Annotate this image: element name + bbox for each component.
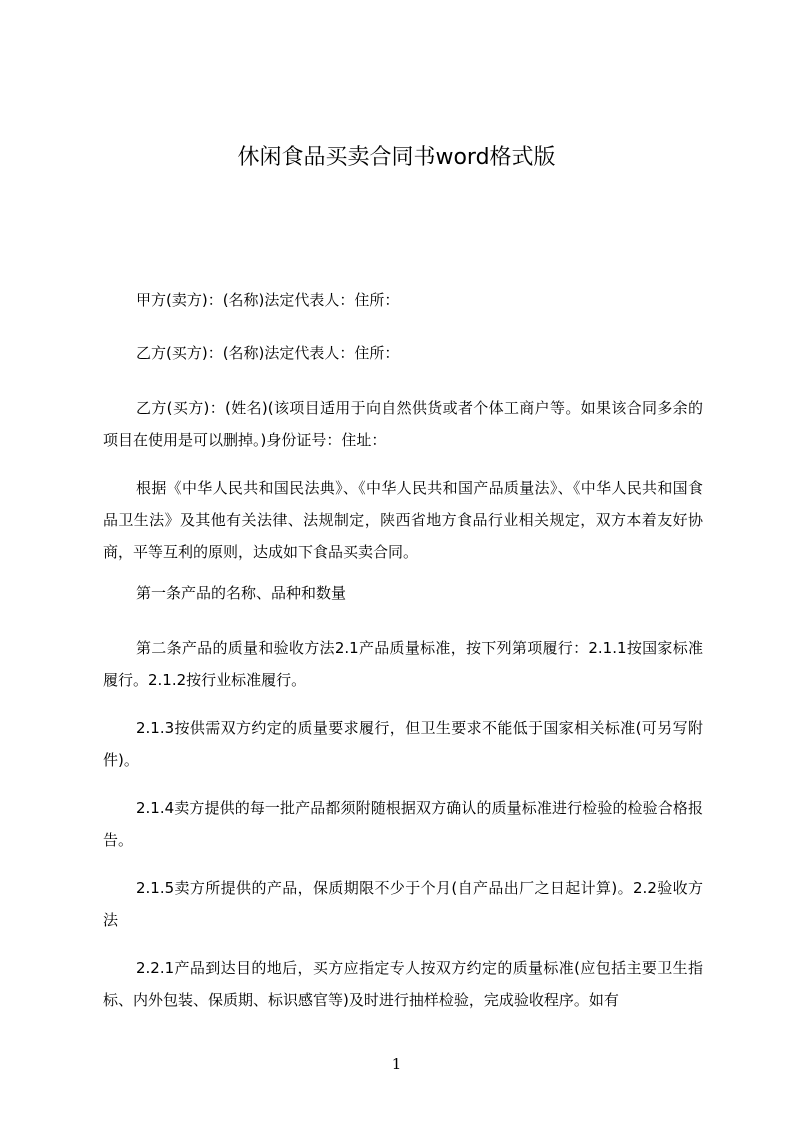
paragraph-party-a: 甲方(卖方)：(名称)法定代表人：住所：	[136, 291, 400, 309]
paragraph-clause-2-1-5: 2.1.5卖方所提供的产品，保质期限不少于个月(自产品出厂之日起计算)。2.2验收方法	[103, 879, 703, 929]
paragraph-clause-2-1-3: 2.1.3按供需双方约定的质量要求履行，但卫生要求不能低于国家相关标准(可另写附件)。	[103, 719, 703, 769]
paragraph-clause-2-2-1: 2.2.1产品到达目的地后，买方应指定专人按双方约定的质量标准(应包括主要卫生指标、内外包装、保质期、标识感官等)及时进行抽样检验，完成验收程序。如有	[103, 959, 703, 1009]
paragraph-party-b: 乙方(买方)：(名称)法定代表人：住所：	[136, 344, 400, 362]
page-number: 1	[391, 1055, 402, 1073]
paragraph-article-2: 第二条产品的质量和验收方法2.1产品质量标准，按下列第项履行：2.1.1按国家标准履行。2.1.2按行业标准履行。	[103, 639, 703, 689]
document-title: 休闲食品买卖合同书word格式版	[237, 145, 556, 170]
paragraph-party-b-individual: 乙方(买方)：(姓名)(该项目适用于向自然供货或者个体工商户等。如果该合同多余的项目在使用是可以删掉。)身份证号：住址：	[103, 399, 703, 449]
paragraph-article-1: 第一条产品的名称、品种和数量	[136, 584, 347, 602]
paragraph-legal-basis: 根据《中华人民共和国民法典》、《中华人民共和国产品质量法》、《中华人民共和国食品卫生法》及其他有关法律、法规制定，陕西省地方食品行业相关规定，双方本着友好协商，平等互利的原则，达成如下食品买卖合同。	[103, 479, 703, 561]
paragraph-clause-2-1-4: 2.1.4卖方提供的每一批产品都须附随根据双方确认的质量标准进行检验的检验合格报告。	[103, 799, 703, 849]
